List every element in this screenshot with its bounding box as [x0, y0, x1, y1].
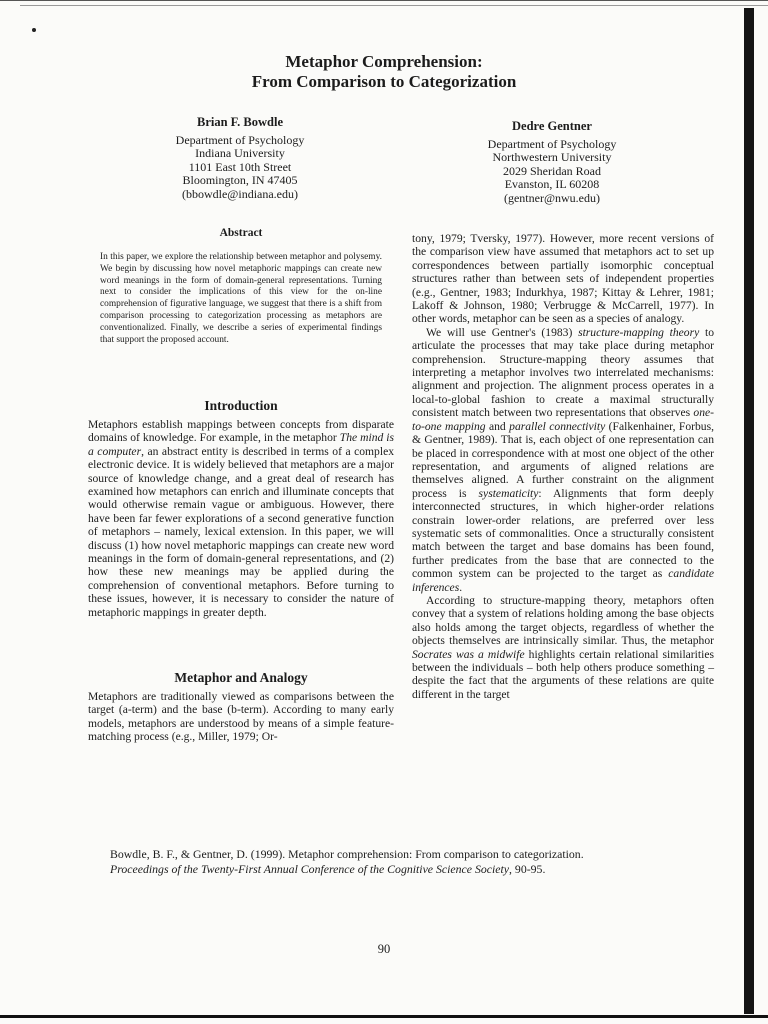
introduction-heading: Introduction: [204, 398, 278, 413]
scan-speck: [32, 28, 36, 32]
right-paragraph-3: [412, 594, 714, 701]
term-italic: parallel connectivity: [509, 419, 606, 433]
text-run: : Alignments that form deeply interconnected structures, in which higher-order relations constrain lower-order relations, are preferred over less systematic sets of commonalities. Once a structurally consistent match between the target and base domains has been found, further predicates from the base that are connected to the common system can be projected to the target as: [412, 486, 714, 581]
example-metaphor: Socrates was a midwife: [412, 647, 525, 661]
scan-edge-line: [20, 5, 768, 6]
author-street: 2029 Sheridan Road: [503, 163, 601, 178]
author-city: Evanston, IL 60208: [504, 177, 600, 191]
author-block-bowdle: [110, 116, 370, 201]
text-run: Metaphors establish mappings between concepts from disparate domains of knowledge. For example, in the metaphor: [88, 418, 394, 445]
text-run: , an abstract entity is described in terms of a complex electronic device. It is widely believed that metaphors are a major source of knowledge change, and a great deal of research has examined how metaphors can enrich and illuminate concepts that would otherwise remain vague or ambiguous. However, there have been far fewer explorations of a second generative function of metaphors – namely, lexical extension. In this paper, we will discuss (1) how novel metaphoric mappings can create new word meanings in the form of domain-general representations, and (2) how these new meanings may be applied during the comprehension of conventional metaphors. Before turning to these issues, however, it is necessary to consider the nature of metaphoric mappings in greater depth.: [88, 444, 395, 619]
text-run: highlights certain relational similarities between the individuals – both help others produce something – despite the fact that the arguments of these relations are quite different in the target: [412, 647, 714, 701]
text-run: .: [459, 580, 463, 594]
author-univ: Indiana University: [195, 146, 285, 160]
author-street: 1101 East 10th Street: [188, 159, 292, 174]
author-email: (gentner@nwu.edu): [503, 190, 601, 205]
paper-title-line1: Metaphor Comprehension:: [285, 52, 483, 71]
right-column-text: [412, 232, 714, 701]
author-name: Dedre Gentner: [512, 119, 592, 133]
author-name: Brian F. Bowdle: [196, 115, 283, 129]
right-paragraph-2: [412, 326, 714, 594]
author-city: Bloomington, IN 47405: [182, 173, 298, 187]
text-run: and: [485, 419, 510, 433]
page-number: 90: [377, 942, 391, 956]
term-italic: candidate inferences: [412, 567, 714, 594]
introduction-paragraph: [88, 418, 394, 619]
term-italic: one-to-one mapping: [412, 406, 714, 433]
introduction-text: [88, 418, 394, 619]
text-run: According to structure-mapping theory, metaphors often convey that a system of relations holding among the base objects also holds among the target objects, regardless of whether the objects themselves are intrinsically similar. Thus, the metaphor: [412, 593, 714, 648]
metaphor-analogy-paragraph: Metaphors are traditionally viewed as comparisons between the target (a-term) and the base (b-term). According to many early models, metaphors are understood by means of a simple feature-matching process (e.g., Miller, 1979; Or-: [88, 690, 394, 744]
bottom-rule: [0, 1015, 768, 1018]
text-run: We will use Gentner's (1983): [426, 325, 579, 339]
citation-note: [110, 847, 630, 877]
metaphor-analogy-heading: Metaphor and Analogy: [174, 670, 308, 685]
proceedings-title: Proceedings of the Twenty-First Annual Conference of the Cognitive Science Society: [110, 862, 510, 876]
text-run: (Falkenhainer, Forbus, & Gentner, 1989). That is, each object of one representation can be placed in correspondence with at most one object of the other representation, and arguments of aligned relations are themselves aligned. A further constraint on the alignment process is: [412, 419, 714, 500]
author-univ: Northwestern University: [492, 150, 612, 164]
text-run: , 90-95.: [509, 862, 546, 876]
top-rule: [0, 0, 768, 1]
author-dept: Department of Psychology: [175, 132, 305, 147]
paper-title-line2: From Comparison to Categorization: [251, 72, 517, 91]
term-italic: systematicity: [478, 486, 539, 500]
text-run: to articulate the processes that may take place during metaphor comprehension. Structure-mapping theory assumes that interpreting a metaphor involves two interrelated mechanisms: alignment and projection. The alignment process operates in a local-to-global fashion to create a maximal structurally consistent match between two representations that observes: [412, 325, 714, 420]
right-paragraph-1: tony, 1979; Tversky, 1977). However, more recent versions of the comparison view have assumed that metaphors act to set up correspondences between partially isomorphic conceptual structures rather than between sets of independent properties (e.g., Gentner, 1983; Indurkhya, 1987; Kittay & Lehrer, 1981; Lakoff & Johnson, 1980; Verbrugge & McCarrell, 1977). In other words, metaphor can be seen as a species of analogy.: [412, 232, 714, 326]
author-block-gentner: [422, 120, 682, 205]
text-run: Bowdle, B. F., & Gentner, D. (1999). Metaphor comprehension: From comparison to categorization.: [110, 847, 584, 861]
example-metaphor: The mind is a computer: [88, 431, 395, 458]
term-italic: structure-mapping theory: [578, 325, 700, 339]
metaphor-analogy-text: [88, 690, 394, 744]
abstract-paragraph: In this paper, we explore the relationship between metaphor and polysemy. We begin by discussing how novel metaphoric mappings can create new word meanings in the form of domain-general representations. Turning next to consider the implications of this view for the on-line comprehension of figurative language, we suggest that there is a shift from comparison processing to categorization processing as metaphors are conventionalized. Finally, we describe a series of experimental findings that support the proposed account.: [100, 252, 382, 345]
abstract-text: [100, 252, 382, 346]
abstract-heading: Abstract: [219, 227, 263, 239]
scan-border-bar: [744, 8, 754, 1014]
author-dept: Department of Psychology: [487, 136, 617, 151]
author-email: (bbowdle@indiana.edu): [181, 186, 298, 201]
